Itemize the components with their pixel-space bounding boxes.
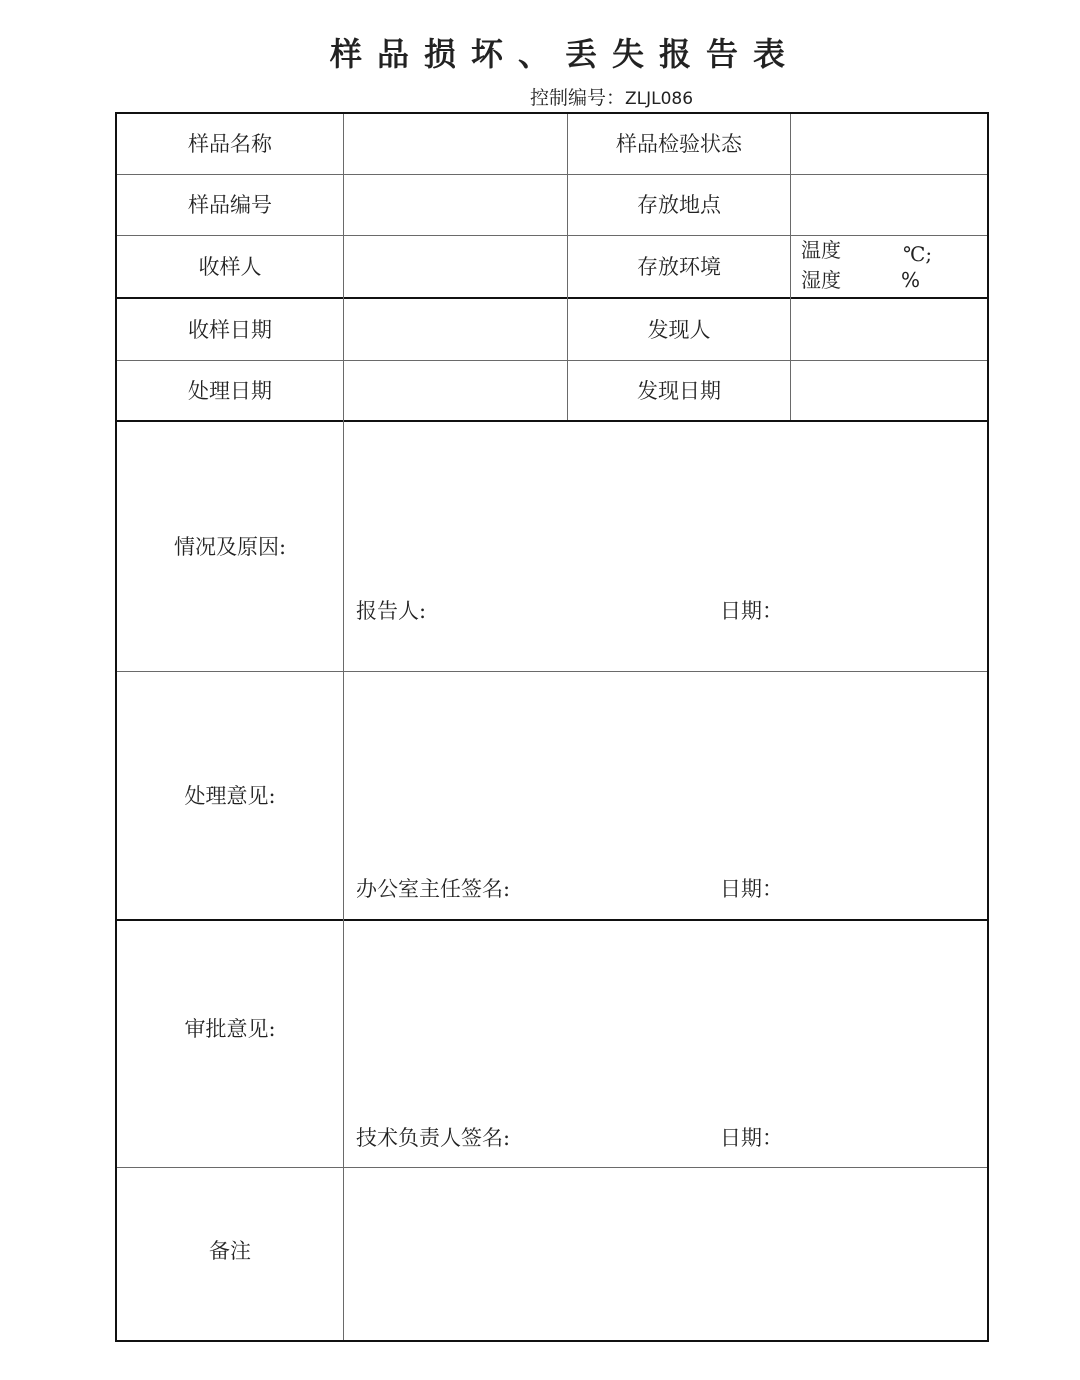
- control-number-code: ZLJL086: [625, 89, 694, 109]
- storage-location-label: 存放地点: [637, 193, 721, 217]
- receiver-field[interactable]: [344, 236, 567, 297]
- storage-environment-field[interactable]: [791, 236, 987, 297]
- approval-opinion-label: 审批意见:: [184, 1017, 276, 1041]
- form-title: 样品损坏、丢失报告表: [329, 35, 800, 73]
- remarks-label: 备注: [209, 1239, 251, 1263]
- humidity-label: 湿度: [801, 268, 841, 292]
- receiver-label: 收样人: [198, 254, 262, 279]
- sample-name-field[interactable]: [344, 114, 567, 174]
- inspection-status-label: 样品检验状态: [616, 132, 742, 156]
- control-number: [530, 86, 693, 111]
- situation-label: 情况及原因:: [173, 534, 287, 559]
- office-director-signature-label: 办公室主任签名:: [356, 877, 511, 901]
- discovery-date-field[interactable]: [791, 361, 987, 420]
- temperature-unit: ℃;: [903, 242, 933, 266]
- sample-name-label: 样品名称: [188, 132, 272, 156]
- handling-opinion-field[interactable]: [344, 672, 987, 919]
- discoverer-label: 发现人: [647, 317, 711, 342]
- receive-date-field[interactable]: [344, 299, 567, 360]
- handle-date-field[interactable]: [344, 361, 567, 420]
- storage-environment-label: 存放环境: [637, 254, 721, 279]
- report-form-table: [115, 112, 989, 1342]
- sample-number-label: 样品编号: [188, 193, 272, 217]
- control-number-label: 控制编号：: [530, 87, 626, 109]
- remarks-field[interactable]: [344, 1168, 987, 1340]
- reporter-label: 报告人:: [356, 599, 427, 623]
- storage-location-field[interactable]: [791, 175, 987, 235]
- receive-date-label: 收样日期: [188, 317, 272, 342]
- inspection-status-field[interactable]: [791, 114, 987, 174]
- technical-director-signature-label: 技术负责人签名:: [356, 1126, 511, 1150]
- handle-date-label: 处理日期: [188, 378, 272, 403]
- temperature-label: 温度: [801, 238, 841, 262]
- humidity-unit: %: [901, 268, 921, 292]
- sample-number-field[interactable]: [344, 175, 567, 235]
- situation-date-label: 日期：: [720, 599, 783, 623]
- discoverer-field[interactable]: [791, 299, 987, 360]
- handling-date-label: 日期：: [720, 877, 783, 901]
- handling-opinion-label: 处理意见:: [184, 783, 276, 808]
- approval-opinion-field[interactable]: [344, 921, 987, 1167]
- situation-field[interactable]: [344, 422, 987, 671]
- discovery-date-label: 发现日期: [637, 378, 721, 403]
- approval-date-label: 日期：: [720, 1126, 783, 1150]
